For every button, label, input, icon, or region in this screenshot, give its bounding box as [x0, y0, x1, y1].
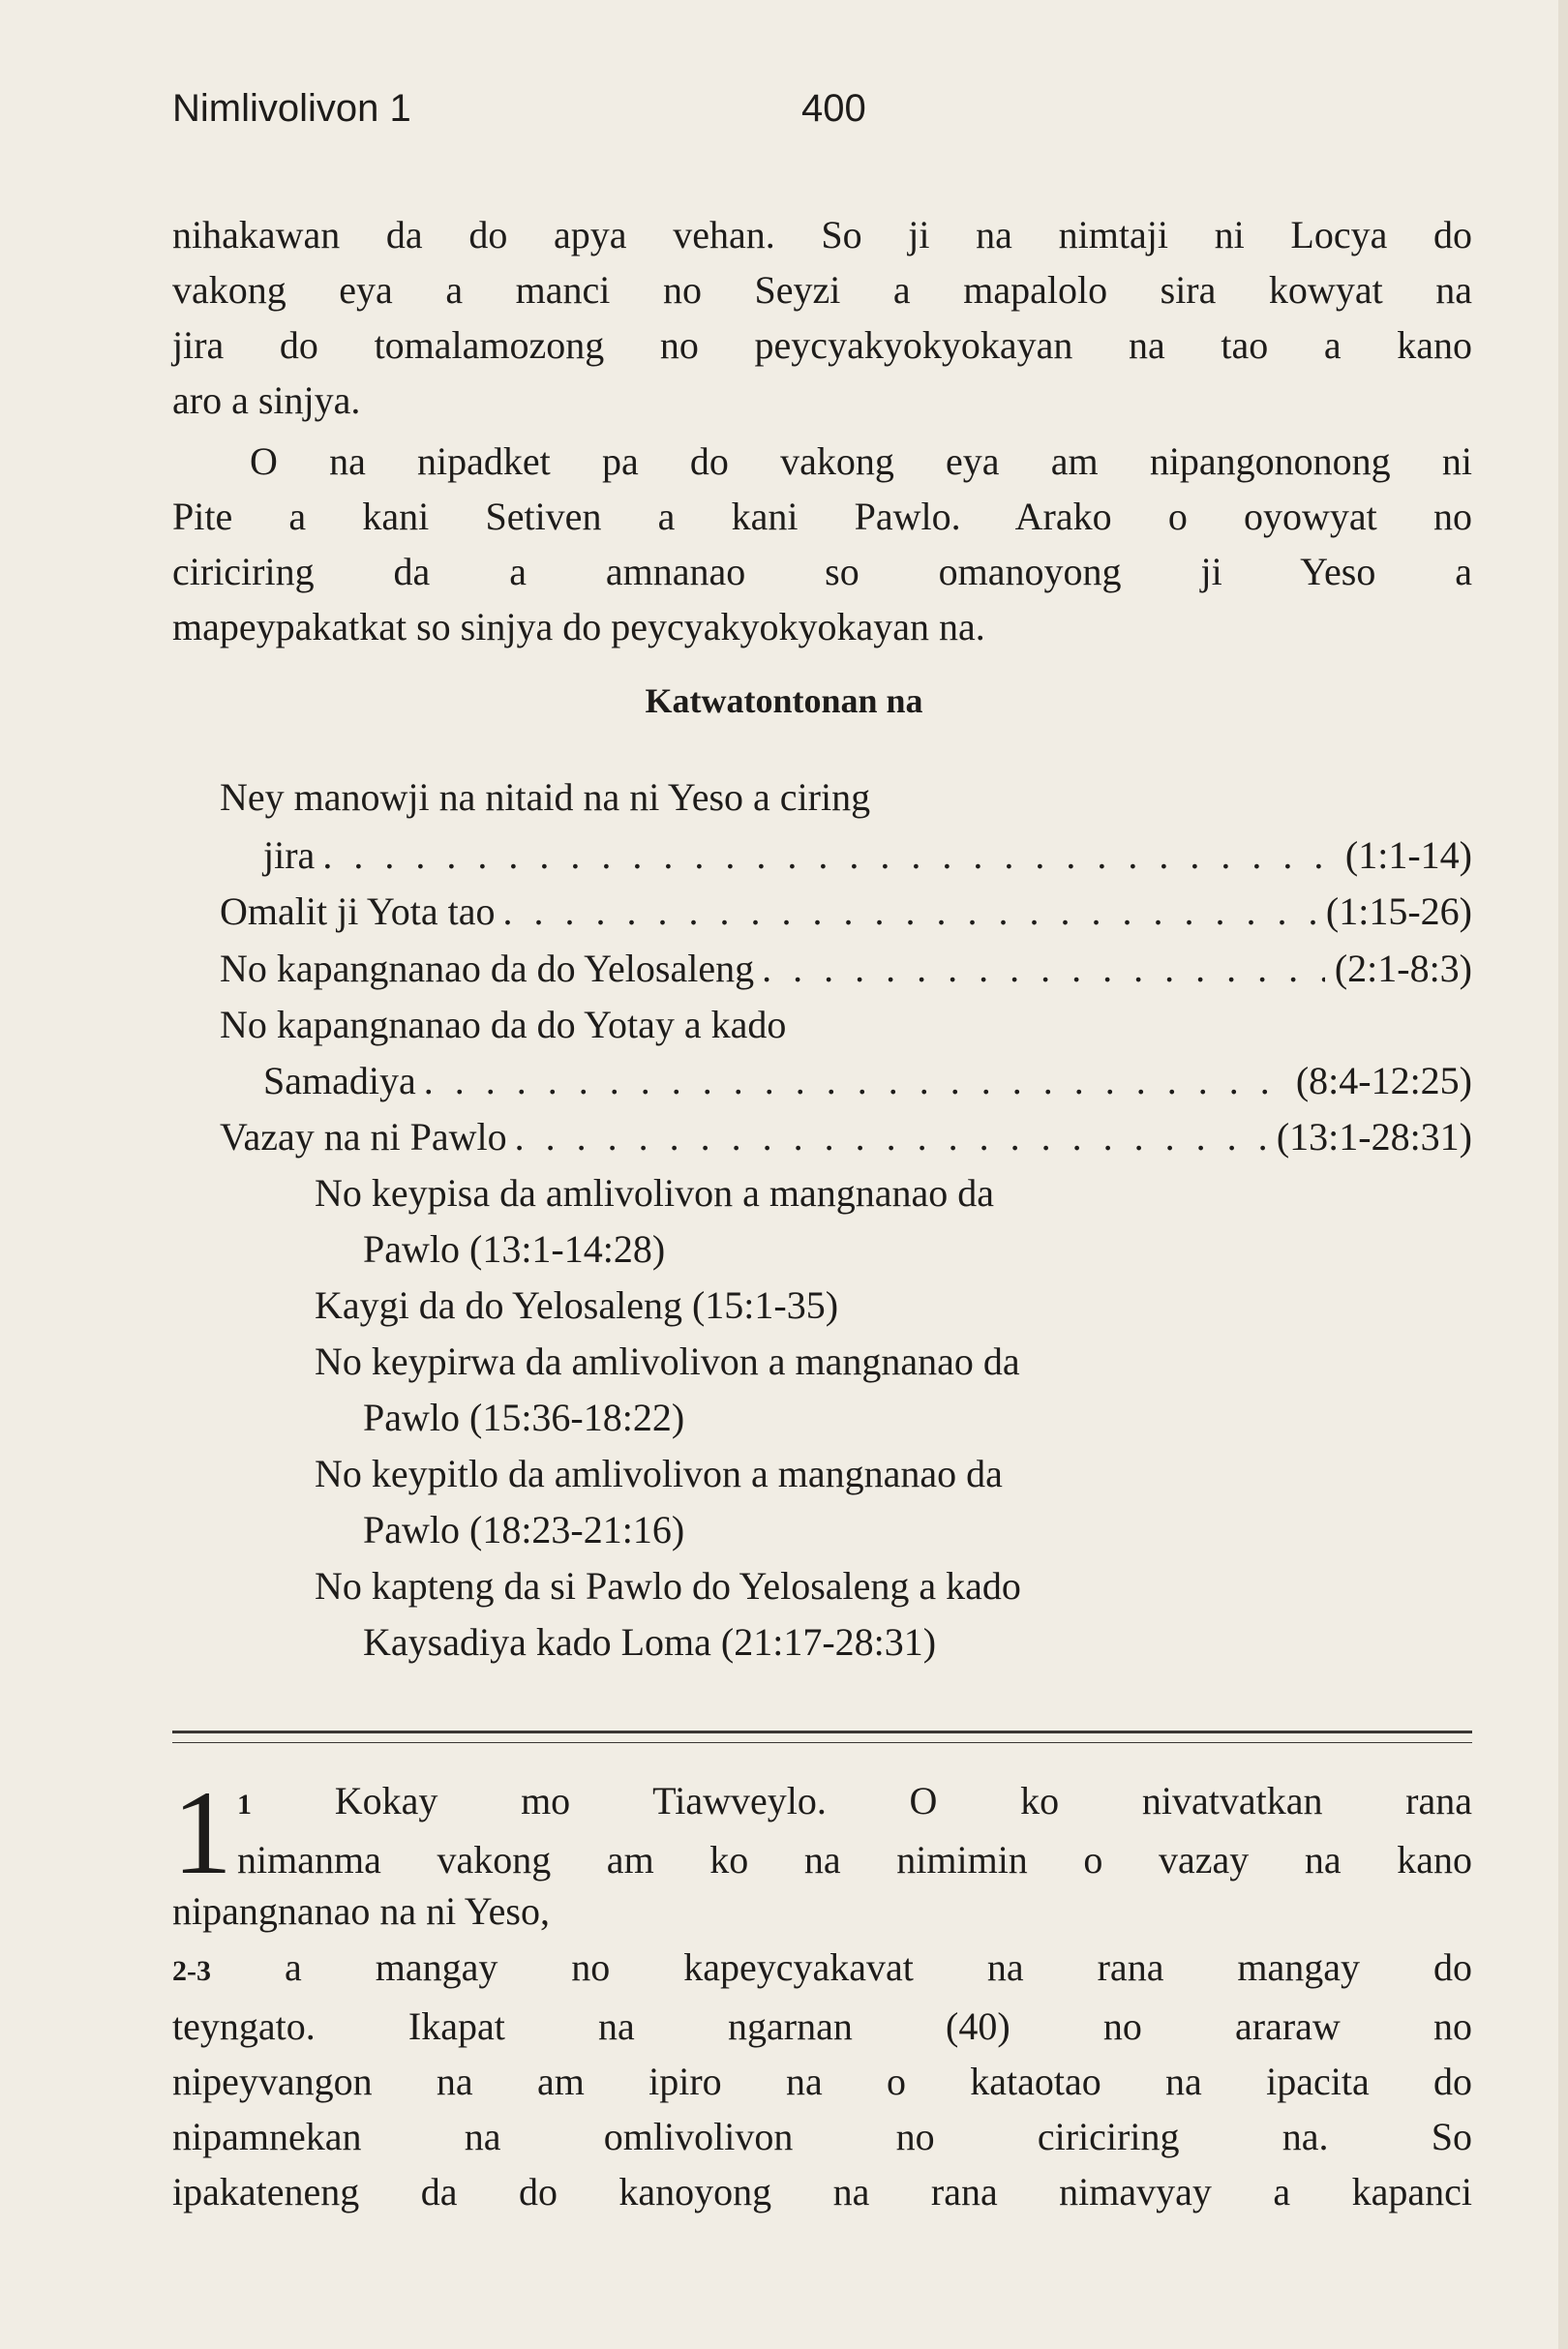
dot-leader	[507, 1109, 1267, 1164]
outline-ref: (2:1-8:3)	[1334, 947, 1472, 990]
verse-1-cont	[172, 1883, 1472, 1939]
dot-leader	[416, 1053, 1286, 1108]
text-line: nihakawan da do apya vehan. So ji na nimtaji ni Locya do	[172, 213, 1472, 256]
outline-sub-4-line2: Pawlo (18:23-21:16)	[363, 1508, 685, 1551]
outline-sub-1-line2: Pawlo (13:1-14:28)	[363, 1227, 666, 1271]
verse-line	[237, 1773, 1472, 1832]
outline-label: Omalit ji Yota tao	[220, 889, 496, 933]
intro-paragraph-2	[172, 434, 1472, 654]
verse-line	[172, 1940, 1472, 1999]
text-line: aro a sinjya.	[172, 378, 361, 422]
outline-entry-3	[220, 941, 1472, 996]
verse-line: ipakateneng da do kanoyong na rana nimavyay a kapanci	[172, 2170, 1472, 2213]
dot-leader	[754, 941, 1325, 996]
outline-sub-2-line1: Kaygi da do Yelosaleng (15:1-35)	[315, 1283, 839, 1327]
chapter-number: 1	[172, 1766, 232, 1899]
outline-sub-3-line1: No keypirwa da amlivolivon a mangnanao da	[315, 1340, 1020, 1383]
verse-line: nimanma vakong am ko na nimimin o vazay na kano	[237, 1838, 1472, 1882]
outline-entry-1-line: Ney manowji na nitaid na ni Yeso a ciring	[220, 775, 871, 819]
verse-line: nipeyvangon na am ipiro na o kataotao na ipacita do	[172, 2060, 1472, 2103]
outline-entry-4-line: No kapangnanao da do Yotay a kado	[220, 1003, 787, 1046]
divider-rule	[172, 1742, 1472, 1743]
text-line: jira do tomalamozong no peycyakyokyokayan na tao a kano	[172, 323, 1472, 367]
verse-2-block	[172, 1940, 1472, 2219]
outline-title: Katwatontonan na	[645, 681, 923, 720]
text-line: mapeypakatkat so sinjya do peycyakyokyokayan na.	[172, 605, 985, 648]
outline-label: jira	[263, 833, 316, 877]
outline-sub-1-line1: No keypisa da amlivolivon a mangnanao da	[315, 1171, 995, 1215]
dot-leader	[315, 828, 1336, 883]
book-title: Nimlivolivon 1	[172, 87, 411, 130]
verse-number: 2-3	[172, 1955, 211, 1987]
dot-leader	[495, 884, 1315, 939]
page-edge	[1558, 0, 1568, 2349]
outline-sub-4-line1: No keypitlo da amlivolivon a mangnanao da	[315, 1452, 1003, 1495]
divider-rule	[172, 1731, 1472, 1733]
outline-ref: (1:1-14)	[1344, 833, 1472, 877]
outline-sub-3-line2: Pawlo (15:36-18:22)	[363, 1396, 685, 1439]
outline-label: No kapangnanao da do Yelosaleng	[220, 947, 755, 990]
outline-ref: (8:4-12:25)	[1295, 1059, 1472, 1102]
text-line: vakong eya a manci no Seyzi a mapalolo sira kowyat na	[172, 268, 1472, 312]
outline-sub-5-line1: No kapteng da si Pawlo do Yelosaleng a kado	[315, 1564, 1021, 1608]
text-line: Pite a kani Setiven a kani Pawlo. Arako o oyowyat no	[172, 495, 1472, 538]
verse-line: nipamnekan na omlivolivon no ciriciring na. So	[172, 2115, 1472, 2158]
text-line: ciriciring da a amnanao so omanoyong ji Yeso a	[172, 550, 1472, 593]
outline-label: Samadiya	[263, 1059, 416, 1102]
outline-entry-2	[220, 884, 1472, 939]
verse-text: a mangay no kapeycyakavat na rana mangay do	[284, 1945, 1473, 1989]
verse-number: 1	[237, 1789, 252, 1821]
verse-line: nipangnanao na ni Yeso,	[172, 1889, 550, 1933]
outline-entry-4	[220, 1053, 1472, 1108]
verse-1-block	[237, 1773, 1472, 1887]
page-number: 400	[801, 87, 866, 130]
outline-ref: (1:15-26)	[1325, 889, 1472, 933]
running-header	[172, 87, 866, 131]
outline-entry-1	[220, 828, 1472, 883]
outline-ref: (13:1-28:31)	[1276, 1115, 1472, 1159]
verse-line: teyngato. Ikapat na ngarnan (40) no araraw no	[172, 2004, 1472, 2048]
text-line: O na nipadket pa do vakong eya am nipangononong ni	[250, 439, 1472, 483]
outline-label: Vazay na ni Pawlo	[220, 1115, 507, 1159]
outline-entry-5	[220, 1109, 1472, 1164]
verse-text: Kokay mo Tiawveylo. O ko nivatvatkan rana	[334, 1779, 1473, 1822]
intro-paragraph-1	[172, 207, 1472, 428]
outline-sub-5-line2: Kaysadiya kado Loma (21:17-28:31)	[363, 1620, 937, 1664]
